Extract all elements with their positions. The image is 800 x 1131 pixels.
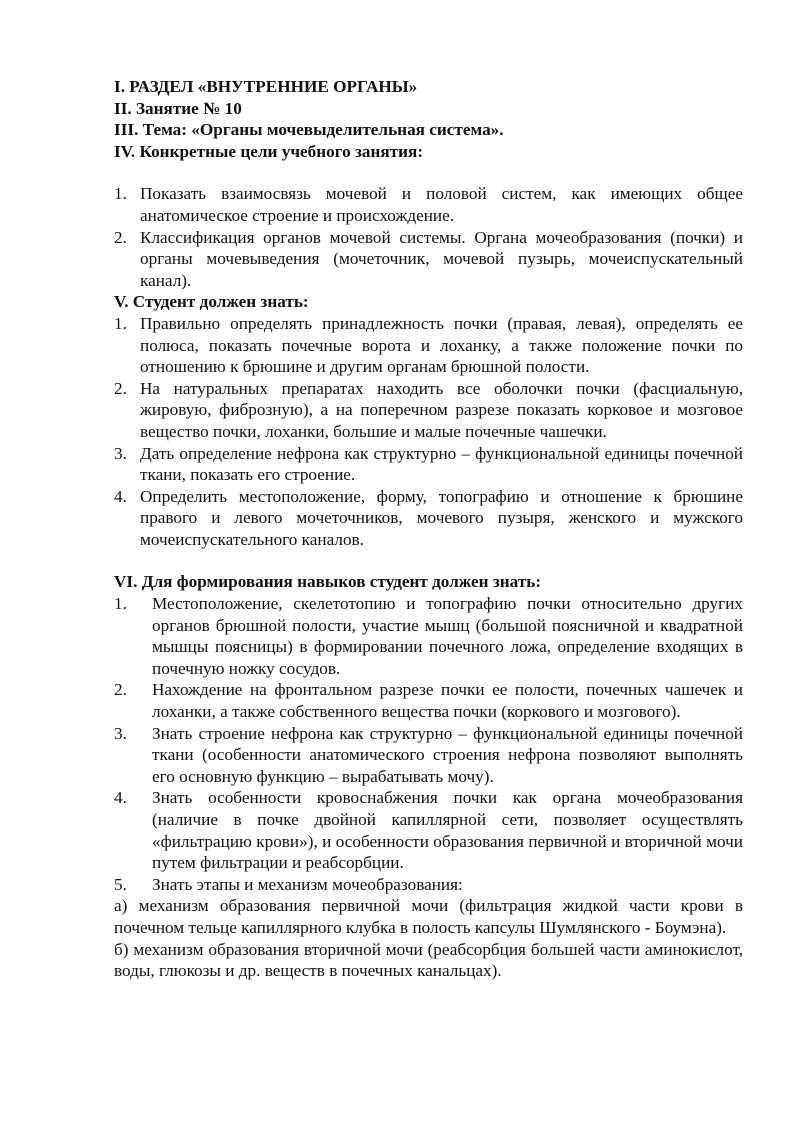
goals-heading: IV. Конкретные цели учебного занятия: <box>114 141 424 161</box>
section5-heading: V. Студент должен знать: <box>114 292 309 312</box>
list-number: 2. <box>114 378 127 398</box>
list-number: 2. <box>114 227 127 247</box>
paragraph-primary-urine: а) механизм образования первичной мочи (фильтрация жидкой части крови в почечном тельце капиллярного клубка в полость капсулы Шумлянского - Боумэна). <box>114 896 743 937</box>
list-item <box>114 593 743 679</box>
list-item <box>114 378 743 443</box>
paragraph-secondary-urine: б) механизм образования вторичной мочи (реабсорбция большей части аминокислот, воды, глюкозы и др. веществ в почечных канальцах). <box>114 939 743 981</box>
list-item <box>114 679 743 722</box>
list-item <box>114 486 743 551</box>
spacer <box>114 162 743 183</box>
section-title: I. РАЗДЕЛ «ВНУТРЕННИЕ ОРГАНЫ» <box>114 77 418 96</box>
list-text: Знать этапы и механизм мочеобразования: <box>152 874 463 894</box>
list-item <box>114 313 743 378</box>
list-item <box>114 787 743 873</box>
list-text: Правильно определять принадлежность почки (правая, левая), определять ее полюса, показать почечные ворота и лоханку, а также положение почки по отношению к брюшине и другим органам брюшной полости. <box>140 313 743 377</box>
list-text: Дать определение нефрона как структурно – функциональной единицы почечной ткани, показать его строение. <box>140 443 743 485</box>
list-text: Показать взаимосвязь мочевой и половой систем, как имеющих общее анатомическое строение и происхождение. <box>140 184 743 225</box>
list-text: На натуральных препаратах находить все оболочки почки (фасциальную, жировую, фиброзную), а на поперечном разрезе показать корковое и мозговое вещество почки, лоханки, большие и малые почечные чашечки. <box>140 378 743 441</box>
list-number: 4. <box>114 788 127 808</box>
list-number: 5. <box>114 874 127 894</box>
list-number: 1. <box>114 594 127 614</box>
list-number: 2. <box>114 680 127 700</box>
list-number: 1. <box>114 184 127 204</box>
list-item <box>114 443 743 486</box>
list-number: 3. <box>114 723 127 743</box>
list-item <box>114 723 743 788</box>
lesson-number: II. Занятие № 10 <box>114 98 242 118</box>
list-text: Местоположение, скелетотопию и топографию почки относительно других органов брюшной полости, участие мышц (большой поясничной и квадратной мышцы поясницы) в формировании почечного ложа, определение входящих в почечную ножку сосудов. <box>152 594 743 678</box>
list-number: 1. <box>114 313 127 333</box>
spacer <box>114 550 743 571</box>
list-text: Нахождение на фронтальном разрезе почки ее полости, почечных чашечек и лоханки, а также собственного вещества почки (коркового и мозгового). <box>152 680 743 722</box>
list-number: 3. <box>114 443 127 463</box>
list-text: Знать особенности кровоснабжения почки как органа мочеобразования (наличие в почке двойной капиллярной сети, позволяет осуществлять «фильтрацию крови»), и особенности образования первичной и вторичной мочи путем фильтрации и реабсорбции. <box>152 788 743 873</box>
list-item <box>114 874 743 896</box>
list-item <box>114 183 743 226</box>
topic-heading: III. Тема: «Органы мочевыделительная система». <box>114 120 504 140</box>
list-text: Определить местоположение, форму, топографию и отношение к брюшине правого и левого мочеточников, мочевого пузыря, женского и мужского мочеиспускательного каналов. <box>140 486 743 549</box>
section6-heading: VI. Для формирования навыков студент должен знать: <box>114 572 542 592</box>
list-number: 4. <box>114 486 127 506</box>
list-text: Знать строение нефрона как структурно – функциональной единицы почечной ткани (особенности анатомического строения нефрона позволяют выполнять его основную функцию – вырабатывать мочу). <box>152 723 743 786</box>
list-item <box>114 227 743 292</box>
list-text: Классификация органов мочевой системы. Органа мочеобразования (почки) и органы мочевыведения (мочеточник, мочевой пузырь, мочеиспускательный канал). <box>140 227 743 290</box>
